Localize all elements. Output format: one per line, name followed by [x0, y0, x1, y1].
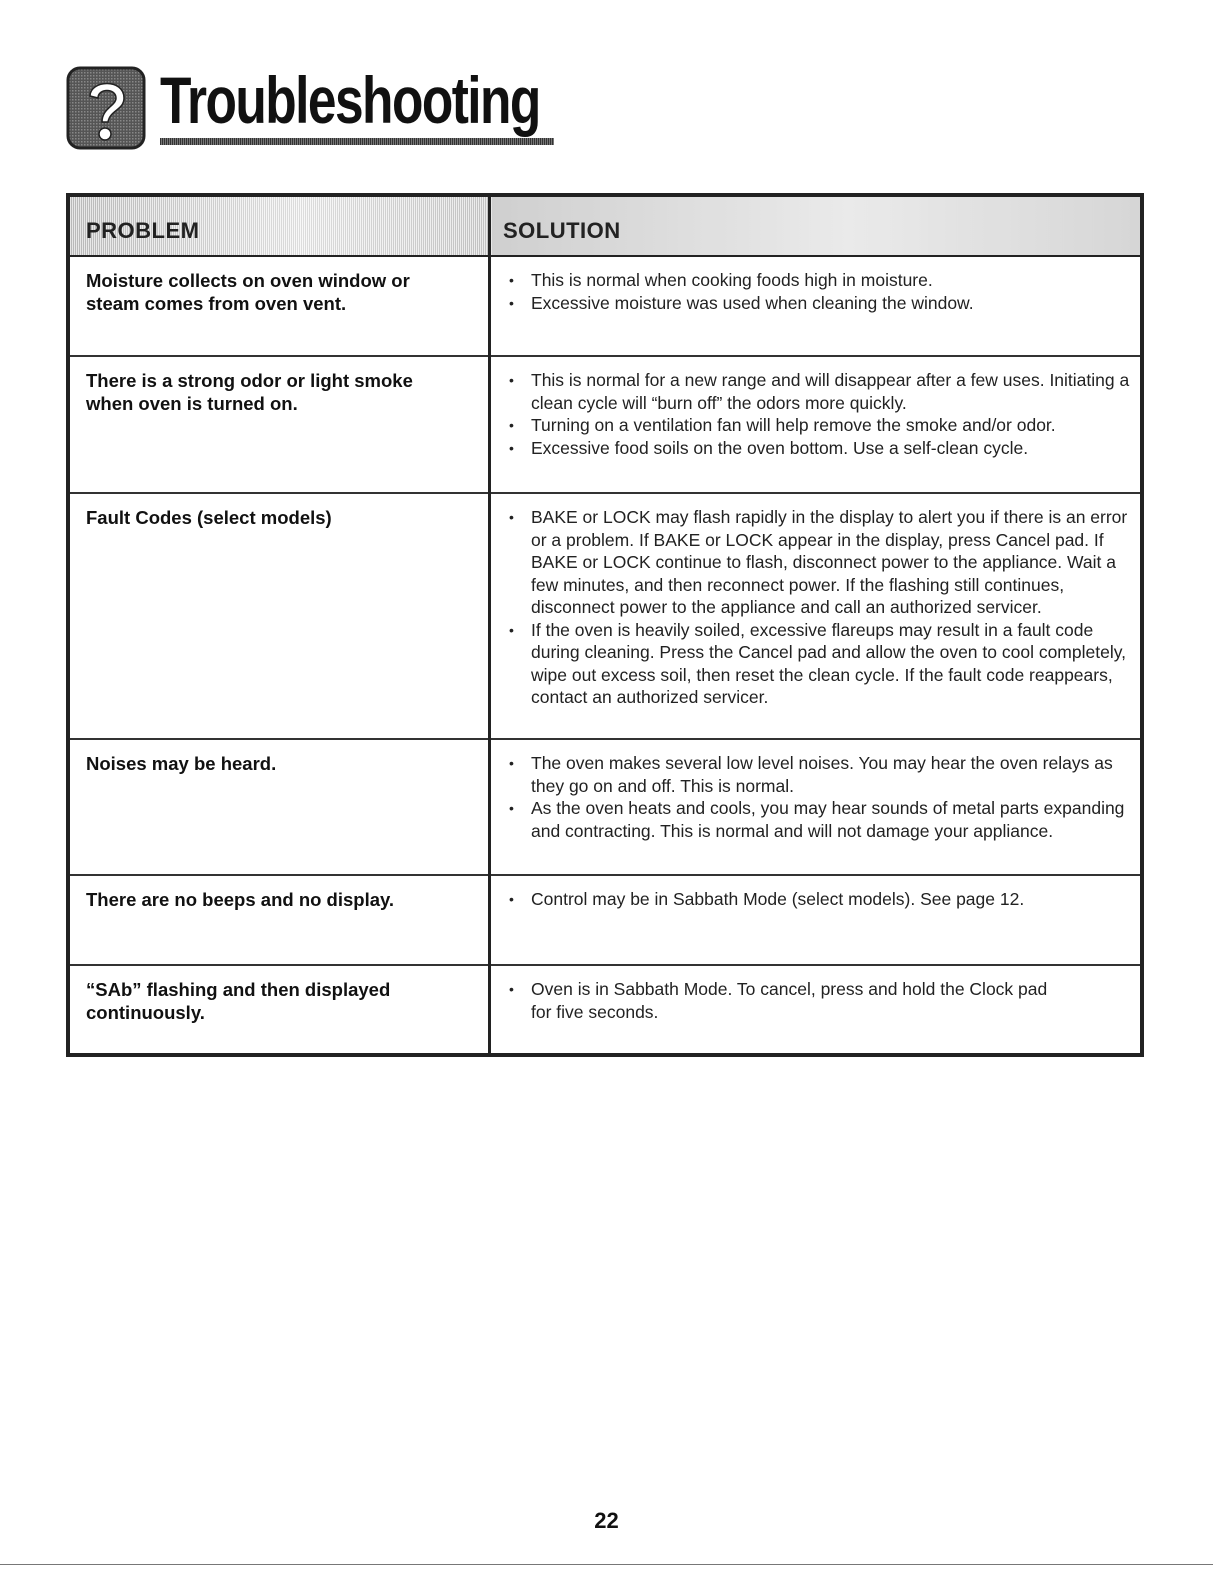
- problem-cell: There is a strong odor or light smoke when oven is turned on.: [68, 356, 490, 493]
- troubleshooting-table: [66, 193, 1144, 1057]
- problem-cell: Noises may be heard.: [68, 739, 490, 875]
- table-row: [68, 493, 1142, 739]
- problem-cell: Moisture collects on oven window or steam comes from oven vent.: [68, 256, 490, 356]
- solution-item: • The oven makes several low level noises. You may hear the oven relays as they go on and off. This is normal.: [509, 752, 1132, 797]
- solution-cell: [490, 739, 1143, 875]
- page-title: Troubleshooting: [160, 63, 540, 137]
- solution-cell: [490, 256, 1143, 356]
- problem-cell: Fault Codes (select models): [68, 493, 490, 739]
- problem-cell: There are no beeps and no display.: [68, 875, 490, 965]
- solution-cell: [490, 493, 1143, 739]
- solution-item: • Oven is in Sabbath Mode. To cancel, press and hold the Clock pad for five seconds.: [509, 978, 1132, 1023]
- solution-cell: [490, 356, 1143, 493]
- solution-cell: [490, 965, 1143, 1055]
- table-row: [68, 739, 1142, 875]
- solution-item: • Excessive moisture was used when cleaning the window.: [509, 292, 1132, 315]
- title-underline: [160, 138, 554, 145]
- solution-item: • If the oven is heavily soiled, excessive flareups may result in a fault code during cleaning. Press the Cancel pad and allow the oven to cool completely, wipe out excess soil, then reset the clean cycle. If the fault code reappears, contact an authorized servicer.: [509, 619, 1132, 709]
- solution-item: • This is normal when cooking foods high in moisture.: [509, 269, 1132, 292]
- table-row: [68, 965, 1142, 1055]
- table-header-row: [68, 195, 1142, 256]
- bottom-rule: [0, 1564, 1213, 1565]
- table-row: [68, 256, 1142, 356]
- solution-item: • BAKE or LOCK may flash rapidly in the display to alert you if there is an error or a problem. If BAKE or LOCK appear in the display, press Cancel pad. If BAKE or LOCK continue to flash, disconnect power to the appliance. Wait a few minutes, and then reconnect power. If the flashing still continues, disconnect power to the appliance and call an authorized servicer.: [509, 506, 1132, 619]
- solution-item: • This is normal for a new range and will disappear after a few uses. Initiating a clean cycle will “burn off” the odors more quickly.: [509, 369, 1132, 414]
- page-number: 22: [594, 1508, 619, 1533]
- solution-item: • Control may be in Sabbath Mode (select models). See page 12.: [509, 888, 1132, 911]
- solution-item: • Excessive food soils on the oven bottom. Use a self-clean cycle.: [509, 437, 1132, 460]
- problem-column-header: PROBLEM: [68, 195, 490, 256]
- table-row: [68, 875, 1142, 965]
- solution-item: • Turning on a ventilation fan will help remove the smoke and/or odor.: [509, 414, 1132, 437]
- question-mark-icon: [66, 66, 146, 150]
- solution-cell: [490, 875, 1143, 965]
- table-row: [68, 356, 1142, 493]
- solution-column-header: SOLUTION: [490, 195, 1143, 256]
- problem-cell: “SAb” flashing and then displayed continuously.: [68, 965, 490, 1055]
- solution-item: • As the oven heats and cools, you may hear sounds of metal parts expanding and contracting. This is normal and will not damage your appliance.: [509, 797, 1132, 842]
